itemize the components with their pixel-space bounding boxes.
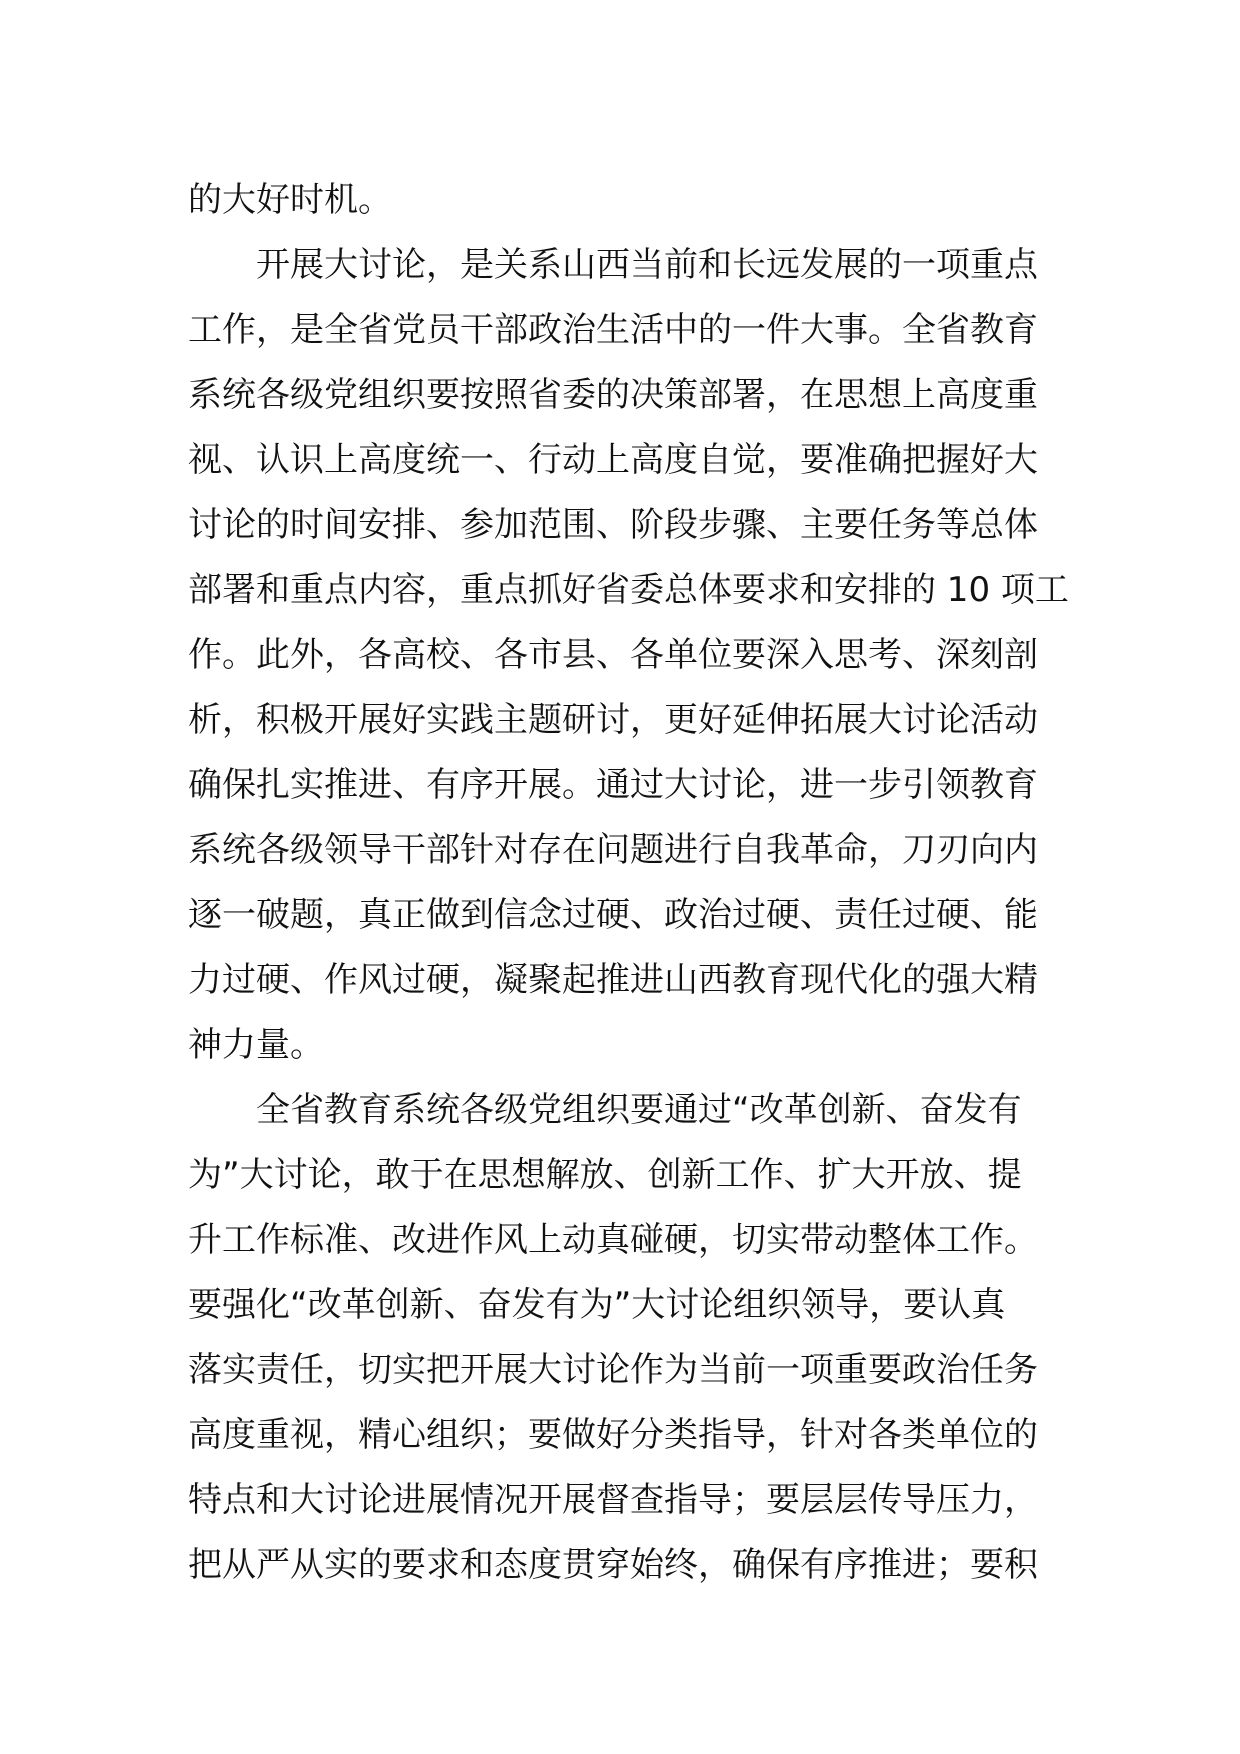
text-line: 系统各级党组织要按照省委的决策部署，在思想上高度重 <box>188 375 1038 415</box>
document-body <box>188 168 1069 1598</box>
text-line: 工作，是全省党员干部政治生活中的一件大事。全省教育 <box>188 310 1038 350</box>
text-line: 作。此外，各高校、各市县、各单位要深入思考、深刻剖 <box>188 635 1038 675</box>
text-line: 要强化“改革创新、奋发有为”大讨论组织领导，要认真 <box>188 1285 1006 1325</box>
text-line: 落实责任，切实把开展大讨论作为当前一项重要政治任务 <box>188 1350 1038 1390</box>
text-line: 部署和重点内容，重点抓好省委总体要求和安排的 10 项工 <box>188 570 1069 610</box>
text-line: 高度重视，精心组织；要做好分类指导，针对各类单位的 <box>188 1415 1038 1455</box>
text-line: 为”大讨论，敢于在思想解放、创新工作、扩大开放、提 <box>188 1155 1022 1195</box>
text-line: 力过硬、作风过硬，凝聚起推进山西教育现代化的强大精 <box>188 960 1038 1000</box>
text-line: 升工作标准、改进作风上动真碰硬，切实带动整体工作。 <box>188 1220 1038 1260</box>
text-line: 确保扎实推进、有序开展。通过大讨论，进一步引领教育 <box>188 765 1038 805</box>
text-line: 视、认识上高度统一、行动上高度自觉，要准确把握好大 <box>188 440 1038 480</box>
text-line: 把从严从实的要求和态度贯穿始终，确保有序推进；要积 <box>188 1545 1038 1585</box>
text-line: 析，积极开展好实践主题研讨，更好延伸拓展大讨论活动 <box>188 700 1038 740</box>
text-line: 系统各级领导干部针对存在问题进行自我革命，刀刃向内 <box>188 830 1038 870</box>
text-line: 的大好时机。 <box>188 180 392 220</box>
text-line: 神力量。 <box>188 1025 324 1065</box>
paragraph-first-line: 全省教育系统各级党组织要通过“改革创新、奋发有 <box>256 1090 1022 1130</box>
paragraph-first-line: 开展大讨论，是关系山西当前和长远发展的一项重点 <box>256 245 1038 285</box>
text-line: 逐一破题，真正做到信念过硬、政治过硬、责任过硬、能 <box>188 895 1038 935</box>
text-line: 讨论的时间安排、参加范围、阶段步骤、主要任务等总体 <box>188 505 1038 545</box>
text-line: 特点和大讨论进展情况开展督查指导；要层层传导压力， <box>188 1480 1038 1520</box>
